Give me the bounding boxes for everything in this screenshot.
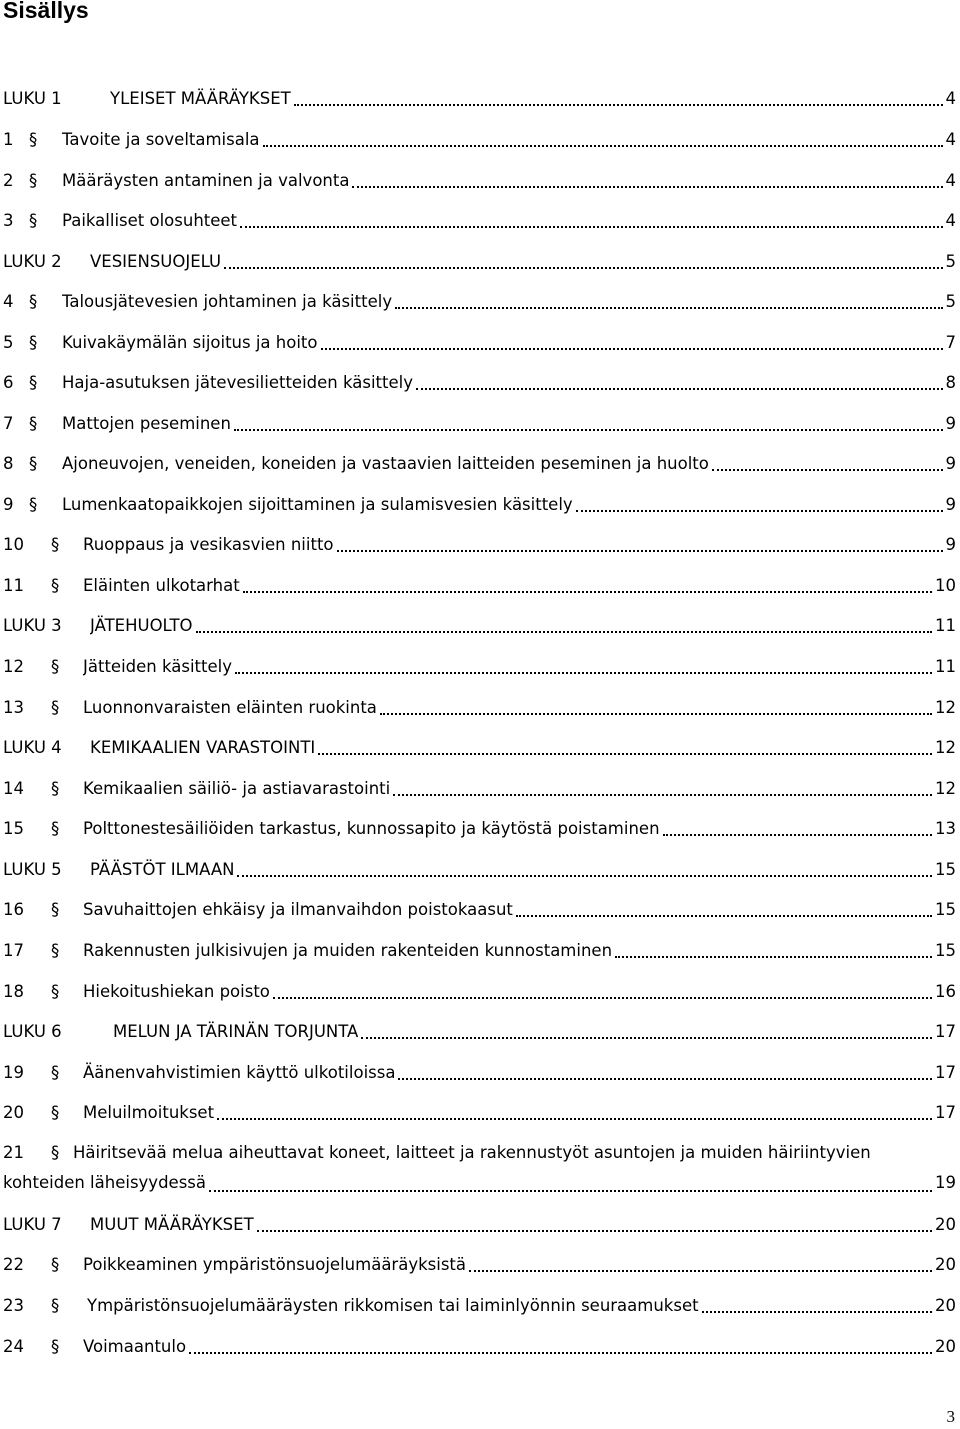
toc-entry-label: Savuhaittojen ehkäisy ja ilmanvaihdon poistokaasut <box>83 900 513 919</box>
toc-page-number: 16 <box>935 982 956 1001</box>
section-symbol: § <box>51 900 60 919</box>
toc-page-number: 9 <box>945 535 956 554</box>
dot-leader <box>398 1066 932 1084</box>
section-symbol: § <box>51 819 60 838</box>
toc-entry-label: Poikkeaminen ympäristönsuojelumääräyksistä <box>83 1255 466 1274</box>
toc-entry-label: Mattojen peseminen <box>62 414 231 433</box>
toc-section-number: 16 <box>3 900 24 919</box>
toc-chapter-entry[interactable] <box>3 88 956 110</box>
dot-leader <box>416 376 943 394</box>
toc-page-number: 19 <box>935 1173 956 1192</box>
section-symbol: § <box>29 414 38 433</box>
toc-section-number: 5 <box>3 333 14 352</box>
toc-section-number: 12 <box>3 657 24 676</box>
section-symbol: § <box>51 698 60 717</box>
toc-page-number: 4 <box>945 211 956 230</box>
toc-section-entry[interactable] <box>3 1295 956 1317</box>
toc-entry-label: Polttonestesäiliöiden tarkastus, kunnossapito ja käytöstä poistaminen <box>83 819 660 838</box>
toc-section-entry[interactable] <box>3 778 956 800</box>
dot-leader <box>469 1258 932 1276</box>
toc-chapter-number: LUKU 5 <box>3 860 62 879</box>
toc-section-number: 10 <box>3 535 24 554</box>
toc-page-number: 8 <box>945 373 956 392</box>
dot-leader <box>361 1025 932 1043</box>
toc-page-number: 4 <box>945 130 956 149</box>
toc-section-number: 22 <box>3 1255 24 1274</box>
toc-section-entry[interactable] <box>3 899 956 921</box>
toc-section-number: 14 <box>3 779 24 798</box>
toc-section-entry[interactable] <box>3 818 956 840</box>
toc-page-number: 9 <box>945 454 956 473</box>
toc-page-number: 11 <box>935 616 956 635</box>
toc-section-number: 23 <box>3 1296 24 1315</box>
toc-section-number: 20 <box>3 1103 24 1122</box>
toc-section-number: 4 <box>3 292 14 311</box>
toc-section-entry[interactable] <box>3 981 956 1003</box>
toc-entry-label: Ympäristönsuojelumääräysten rikkomisen tai laiminlyönnin seuraamukset <box>87 1296 699 1315</box>
section-symbol: § <box>51 1337 60 1356</box>
toc-section-entry[interactable] <box>3 170 956 192</box>
toc-entry-label: VESIENSUOJELU <box>90 252 222 271</box>
toc-page-number: 20 <box>935 1255 956 1274</box>
toc-section-number: 9 <box>3 495 14 514</box>
toc-section-number: 2 <box>3 171 14 190</box>
toc-section-entry[interactable] <box>3 372 956 394</box>
toc-entry-label: Kemikaalien säiliö- ja astiavarastointi <box>83 779 391 798</box>
toc-page-number: 9 <box>945 495 956 514</box>
section-symbol: § <box>51 1143 60 1162</box>
toc-entry-label: Määräysten antaminen ja valvonta <box>62 171 350 190</box>
dot-leader <box>712 457 943 475</box>
toc-section-entry[interactable] <box>3 413 956 435</box>
toc-entry-label: Paikalliset olosuhteet <box>62 211 238 230</box>
toc-page-number: 12 <box>935 738 956 757</box>
toc-entry-label: Äänenvahvistimien käyttö ulkotiloissa <box>83 1063 396 1082</box>
section-symbol: § <box>51 1103 60 1122</box>
dot-leader <box>234 417 943 435</box>
toc-entry-label: Ajoneuvojen, veneiden, koneiden ja vastaavien laitteiden peseminen ja huolto <box>62 454 709 473</box>
section-symbol: § <box>29 292 38 311</box>
dot-leader <box>352 174 942 192</box>
toc-section-entry[interactable] <box>3 1102 956 1124</box>
section-symbol: § <box>29 454 38 473</box>
toc-section-entry[interactable] <box>3 697 956 719</box>
section-symbol: § <box>51 1296 60 1315</box>
dot-leader <box>294 92 943 110</box>
toc-entry-label: Eläinten ulkotarhat <box>83 576 240 595</box>
toc-section-number: 6 <box>3 373 14 392</box>
toc-page-number: 20 <box>935 1215 956 1234</box>
toc-section-number: 17 <box>3 941 24 960</box>
dot-leader <box>237 863 932 881</box>
toc-page-number: 11 <box>935 657 956 676</box>
section-symbol: § <box>51 576 60 595</box>
toc-chapter-entry[interactable] <box>3 251 956 273</box>
toc-entry-label: Luonnonvaraisten eläinten ruokinta <box>83 698 377 717</box>
toc-section-number: 21 <box>3 1143 24 1162</box>
toc-page-number: 17 <box>935 1063 956 1082</box>
dot-leader <box>393 782 932 800</box>
page-title: Sisällys <box>3 0 89 23</box>
toc-chapter-number: LUKU 1 <box>3 89 62 108</box>
dot-leader <box>516 903 932 921</box>
dot-leader <box>318 741 932 759</box>
toc-entry-label: MUUT MÄÄRÄYKSET <box>90 1215 254 1234</box>
toc-chapter-entry[interactable] <box>3 859 956 881</box>
toc-section-number: 15 <box>3 819 24 838</box>
toc-section-entry[interactable] <box>3 656 956 678</box>
toc-page-number: 17 <box>935 1103 956 1122</box>
dot-leader <box>321 336 943 354</box>
section-symbol: § <box>51 535 60 554</box>
toc-section-number: 24 <box>3 1337 24 1356</box>
toc-entry-label: Meluilmoitukset <box>83 1103 215 1122</box>
toc-section-number: 13 <box>3 698 24 717</box>
toc-section-number: 8 <box>3 454 14 473</box>
toc-page-number: 12 <box>935 698 956 717</box>
dot-leader <box>702 1299 932 1317</box>
toc-page-number: 7 <box>945 333 956 352</box>
dot-leader <box>395 295 942 313</box>
toc-page-number: 15 <box>935 860 956 879</box>
toc-chapter-entry[interactable] <box>3 1214 956 1236</box>
toc-entry-label: Ruoppaus ja vesikasvien niitto <box>83 535 334 554</box>
section-symbol: § <box>51 1255 60 1274</box>
toc-entry-label: YLEISET MÄÄRÄYKSET <box>110 89 291 108</box>
toc-chapter-entry[interactable] <box>3 615 956 637</box>
toc-section-entry[interactable] <box>3 210 956 232</box>
section-symbol: § <box>29 211 38 230</box>
dot-leader <box>263 133 943 151</box>
toc-chapter-number: LUKU 6 <box>3 1022 62 1041</box>
toc-section-number: 11 <box>3 576 24 595</box>
toc-entry-label: Lumenkaatopaikkojen sijoittaminen ja sulamisvesien käsittely <box>62 495 573 514</box>
toc-page-number: 9 <box>945 414 956 433</box>
toc-entry-label: Kuivakäymälän sijoitus ja hoito <box>62 333 318 352</box>
toc-section-entry[interactable] <box>3 534 956 556</box>
section-symbol: § <box>29 495 38 514</box>
toc-section-entry[interactable] <box>3 1254 956 1276</box>
section-symbol: § <box>29 373 38 392</box>
toc-chapter-number: LUKU 2 <box>3 252 62 271</box>
toc-chapter-entry[interactable] <box>3 1021 956 1043</box>
dot-leader <box>189 1340 932 1358</box>
toc-page-number: 12 <box>935 779 956 798</box>
toc-section-number: 3 <box>3 211 14 230</box>
page-number: 3 <box>946 1407 955 1426</box>
toc-page-number: 4 <box>945 171 956 190</box>
toc-entry-label: Haja-asutuksen jätevesilietteiden käsittely <box>62 373 413 392</box>
toc-entry-label: PÄÄSTÖT ILMAAN <box>90 860 235 879</box>
toc-chapter-entry[interactable] <box>3 737 956 759</box>
toc-entry-label: Talousjätevesien johtaminen ja käsittely <box>62 292 393 311</box>
dot-leader <box>576 498 943 516</box>
toc-section-entry[interactable] <box>3 129 956 151</box>
dot-leader <box>243 579 932 597</box>
toc-entry-label: Tavoite ja soveltamisala <box>62 130 260 149</box>
toc-section-number: 7 <box>3 414 14 433</box>
toc-page-number: 15 <box>935 941 956 960</box>
toc-section-entry[interactable] <box>3 1062 956 1084</box>
section-symbol: § <box>51 941 60 960</box>
toc-page-number: 5 <box>945 252 956 271</box>
dot-leader <box>217 1106 932 1124</box>
toc-entry-label: Hiekoitushiekan poisto <box>83 982 270 1001</box>
toc-page-number: 13 <box>935 819 956 838</box>
section-symbol: § <box>29 130 38 149</box>
section-symbol: § <box>51 982 60 1001</box>
toc-section-number: 19 <box>3 1063 24 1082</box>
toc-entry-label-continued: kohteiden läheisyydessä <box>3 1173 206 1192</box>
section-symbol: § <box>51 1063 60 1082</box>
dot-leader <box>209 1178 932 1196</box>
toc-section-entry[interactable] <box>3 575 956 597</box>
dot-leader <box>663 822 932 840</box>
section-symbol: § <box>51 779 60 798</box>
toc-page-number: 15 <box>935 900 956 919</box>
section-symbol: § <box>51 657 60 676</box>
section-symbol: § <box>29 171 38 190</box>
toc-page-number: 10 <box>935 576 956 595</box>
toc-section-number: 18 <box>3 982 24 1001</box>
dot-leader <box>240 214 942 232</box>
section-symbol: § <box>29 333 38 352</box>
toc-entry-label: MELUN JA TÄRINÄN TORJUNTA <box>113 1022 359 1041</box>
toc-section-number: 1 <box>3 130 14 149</box>
toc-page-number: 20 <box>935 1337 956 1356</box>
toc-section-entry[interactable] <box>3 1336 956 1358</box>
toc-entry-label: KEMIKAALIEN VARASTOINTI <box>90 738 316 757</box>
toc-section-entry[interactable] <box>3 453 956 475</box>
toc-section-entry[interactable] <box>3 332 956 354</box>
toc-page-number: 17 <box>935 1022 956 1041</box>
dot-leader <box>196 619 932 637</box>
toc-chapter-number: LUKU 4 <box>3 738 62 757</box>
toc-entry-label: Voimaantulo <box>83 1337 187 1356</box>
dot-leader <box>337 538 943 556</box>
dot-leader <box>235 660 932 678</box>
toc-page-number: 5 <box>945 292 956 311</box>
dot-leader <box>380 701 932 719</box>
dot-leader <box>615 944 932 962</box>
toc-entry-label: Rakennusten julkisivujen ja muiden rakenteiden kunnostaminen <box>83 941 613 960</box>
toc-chapter-number: LUKU 3 <box>3 616 62 635</box>
toc-section-entry[interactable] <box>3 1140 956 1196</box>
dot-leader <box>224 255 942 273</box>
toc-section-entry[interactable] <box>3 940 956 962</box>
toc-section-entry[interactable] <box>3 494 956 516</box>
toc-page-number: 20 <box>935 1296 956 1315</box>
toc-section-entry[interactable] <box>3 291 956 313</box>
dot-leader <box>257 1218 932 1236</box>
toc-chapter-number: LUKU 7 <box>3 1215 62 1234</box>
dot-leader <box>273 985 932 1003</box>
toc-entry-label: Jätteiden käsittely <box>83 657 232 676</box>
toc-entry-label: JÄTEHUOLTO <box>90 616 193 635</box>
toc-page-number: 4 <box>945 89 956 108</box>
toc-entry-label: Häiritsevää melua aiheuttavat koneet, laitteet ja rakennustyöt asuntojen ja muiden häiriintyvien <box>73 1143 871 1162</box>
